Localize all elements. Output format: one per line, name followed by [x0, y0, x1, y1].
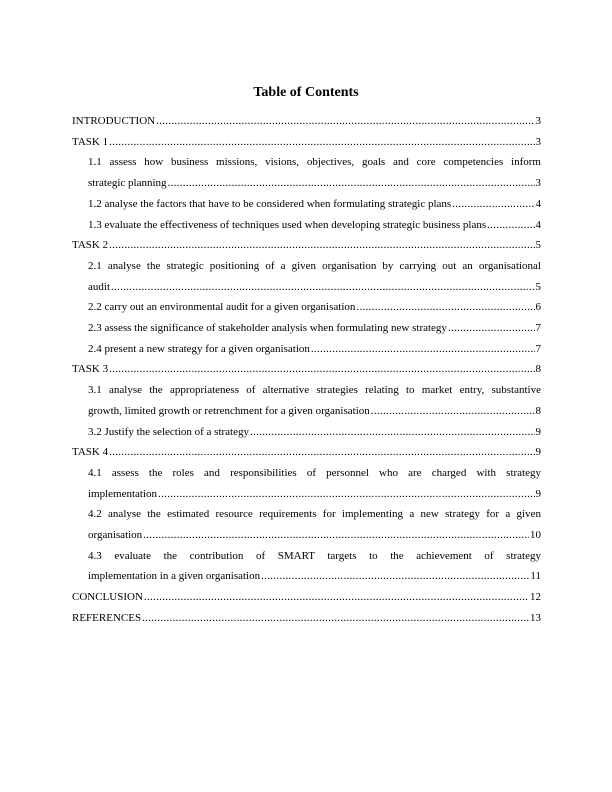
- toc-entry-label: implementation: [88, 487, 158, 500]
- toc-entry[interactable]: [72, 608, 541, 629]
- toc-entry-label: TASK 1: [72, 135, 109, 148]
- toc-entry-label: CONCLUSION: [72, 591, 143, 604]
- toc-entry[interactable]: [72, 359, 541, 380]
- toc-page-number: 5: [535, 239, 541, 252]
- toc-entry[interactable]: [72, 422, 541, 443]
- toc-entry-label: 1.3 evaluate the effectiveness of techniques used when developing strategic business plans: [88, 218, 487, 231]
- toc-entry-text-line: 1.1 assess how business missions, visions, objectives, goals and core competencies inform: [88, 156, 541, 169]
- toc-entry-text-line: 4.2 analyse the estimated resource requirements for implementing a new strategy for a given: [88, 508, 541, 521]
- toc-page-number: 8: [535, 404, 541, 417]
- dot-leader: [311, 339, 535, 360]
- toc-entry[interactable]: [72, 111, 541, 132]
- toc-page-number: 9: [535, 425, 541, 438]
- toc-page-number: 9: [535, 487, 541, 500]
- dot-leader: [109, 235, 534, 256]
- toc-entry-label: growth, limited growth or retrenchment for a given organisation: [88, 404, 370, 417]
- toc-entry-label: audit: [88, 280, 110, 293]
- toc-entry-label: TASK 3: [72, 363, 109, 376]
- toc-entry[interactable]: [72, 463, 541, 504]
- dot-leader: [448, 318, 535, 339]
- toc-page-number: 3: [535, 115, 541, 127]
- table-of-contents: [72, 111, 541, 629]
- dot-leader: [111, 277, 535, 298]
- toc-entry-label: 2.4 present a new strategy for a given organisation: [88, 342, 310, 355]
- toc-entry[interactable]: [72, 380, 541, 421]
- dot-leader: [109, 442, 534, 463]
- dot-leader: [142, 608, 529, 629]
- toc-page-number: 7: [535, 322, 541, 335]
- dot-leader: [487, 215, 534, 236]
- toc-entry-label: REFERENCES: [72, 611, 142, 624]
- toc-page-number: 13: [530, 611, 541, 624]
- toc-entry[interactable]: [72, 297, 541, 318]
- toc-page-number: 5: [535, 280, 541, 293]
- toc-entry[interactable]: [72, 504, 541, 545]
- toc-page-number: 8: [535, 363, 541, 376]
- toc-entry[interactable]: [72, 215, 541, 236]
- toc-page-number: 11: [530, 570, 541, 583]
- toc-entry-label: TASK 2: [72, 239, 109, 252]
- toc-page-number: 3: [535, 135, 541, 148]
- dot-leader: [143, 525, 529, 546]
- toc-page-number: 12: [530, 591, 541, 604]
- toc-entry[interactable]: [72, 587, 541, 608]
- toc-entry[interactable]: [72, 318, 541, 339]
- dot-leader: [452, 194, 534, 215]
- toc-entry-label: 2.2 carry out an environmental audit for a given organisation: [88, 301, 356, 314]
- toc-entry[interactable]: [72, 194, 541, 215]
- toc-entry-text-line: 4.3 evaluate the contribution of SMART targets to the achievement of strategy: [88, 549, 541, 562]
- toc-page-number: 7: [535, 342, 541, 355]
- toc-entry[interactable]: [72, 152, 541, 193]
- toc-entry-label: INTRODUCTION: [72, 115, 156, 127]
- toc-entry-label: organisation: [88, 529, 143, 542]
- toc-entry-label: 2.3 assess the significance of stakeholder analysis when formulating new strategy: [88, 322, 447, 335]
- dot-leader: [261, 566, 529, 587]
- toc-entry-text-line: 4.1 assess the roles and responsibilities of personnel who are charged with strategy: [88, 466, 541, 479]
- toc-entry-text-line: 2.1 analyse the strategic positioning of a given organisation by carrying out an organisational: [88, 259, 541, 272]
- toc-page-number: 9: [535, 446, 541, 459]
- toc-entry-label: strategic planning: [88, 177, 167, 190]
- dot-leader: [371, 401, 535, 422]
- toc-entry[interactable]: [72, 339, 541, 360]
- toc-page-number: 10: [530, 529, 541, 542]
- toc-title: Table of Contents: [253, 85, 359, 100]
- toc-entry-text-line: 3.1 analyse the appropriateness of alternative strategies relating to market entry, substantive: [88, 384, 541, 397]
- toc-entry[interactable]: [72, 256, 541, 297]
- toc-entry[interactable]: [72, 132, 541, 153]
- dot-leader: [356, 297, 534, 318]
- toc-entry-label: 3.2 Justify the selection of a strategy: [88, 425, 249, 438]
- dot-leader: [109, 132, 534, 153]
- toc-entry[interactable]: [72, 442, 541, 463]
- toc-entry-label: implementation in a given organisation: [88, 570, 261, 583]
- toc-entry-label: 1.2 analyse the factors that have to be considered when formulating strategic plans: [88, 197, 452, 210]
- dot-leader: [168, 173, 535, 194]
- dot-leader: [158, 484, 534, 505]
- toc-page-number: 3: [535, 177, 541, 190]
- dot-leader: [250, 422, 535, 443]
- toc-entry[interactable]: [72, 546, 541, 587]
- toc-page-number: 6: [535, 301, 541, 314]
- dot-leader: [109, 359, 534, 380]
- toc-page-number: 4: [535, 218, 541, 231]
- dot-leader: [144, 587, 529, 608]
- toc-page-number: 4: [535, 197, 541, 210]
- dot-leader: [156, 111, 534, 132]
- toc-entry[interactable]: [72, 235, 541, 256]
- toc-entry-label: TASK 4: [72, 446, 109, 459]
